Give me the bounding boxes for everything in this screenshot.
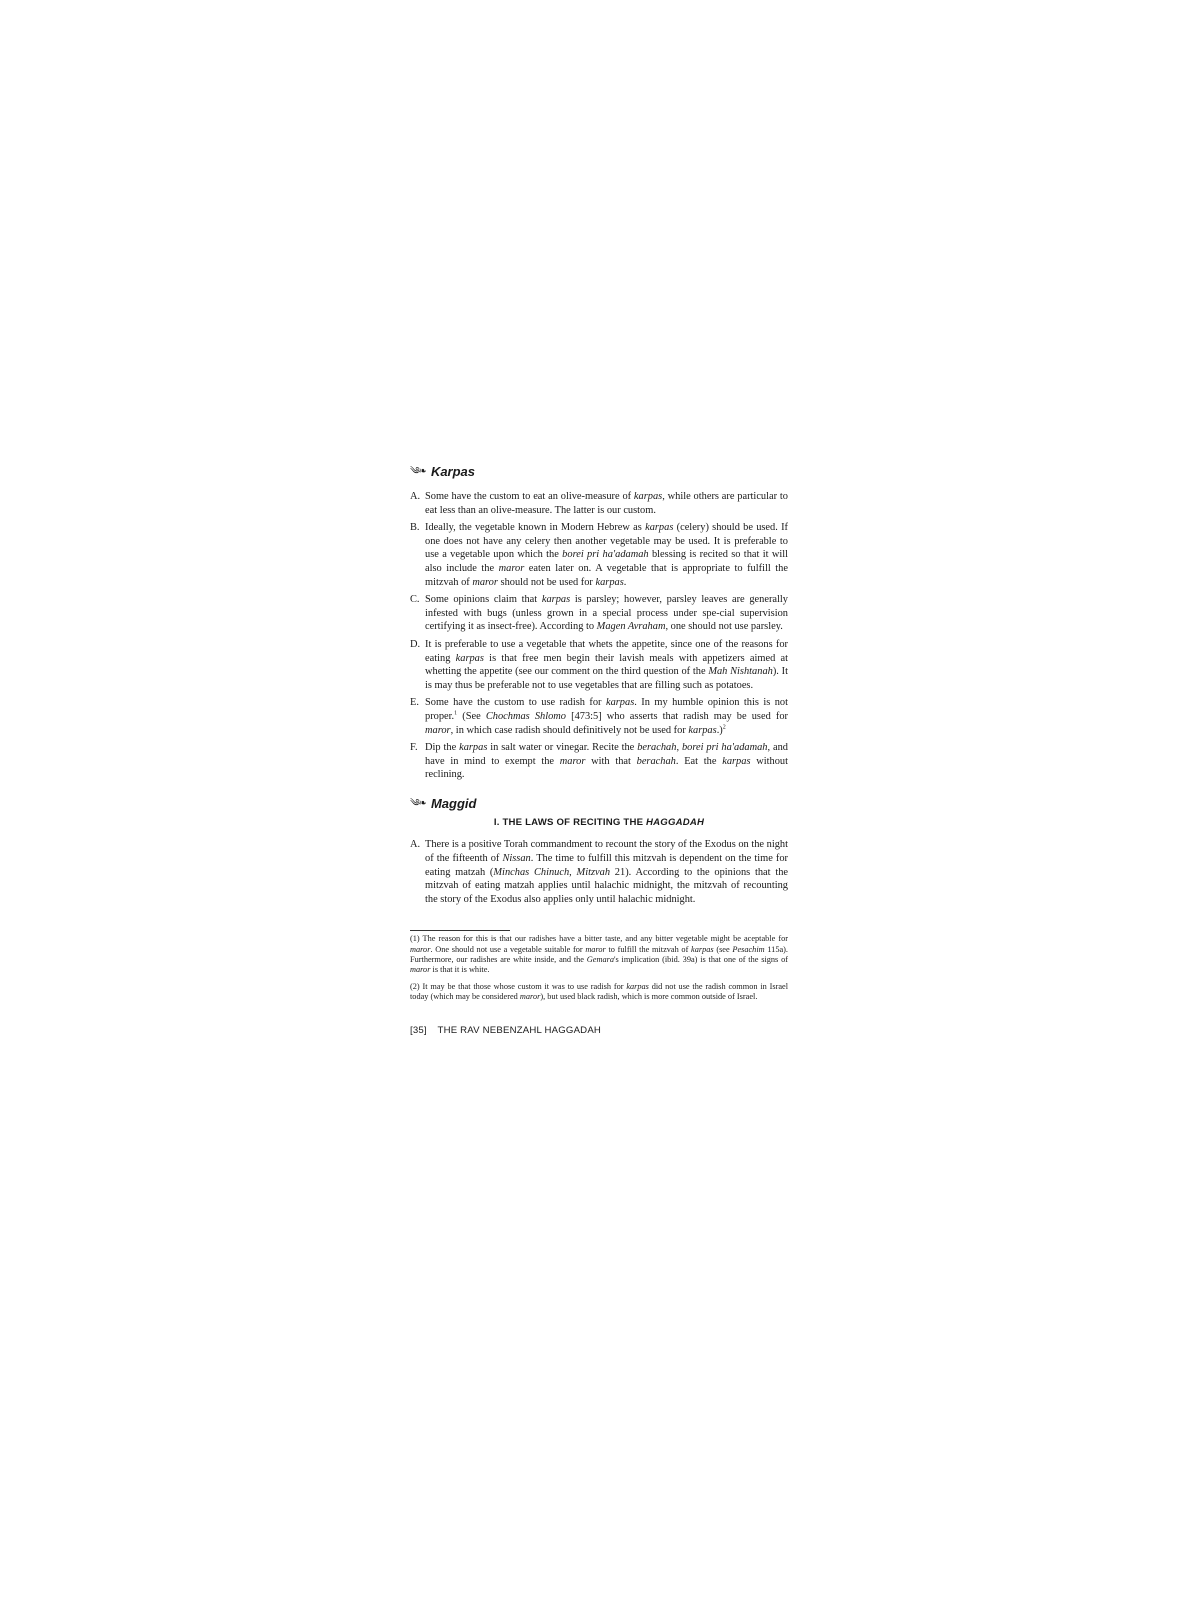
section-heading-karpas xyxy=(410,464,788,480)
footnote-1: (1) The reason for this is that our radishes have a bitter taste, and any bitter vegetable might be aceptable for maror. One should not use a vegetable suitable for maror to fulfill the mitzvah of karpas (see Pesachim 115a). Furthermore, our radishes are white inside, and the Gemara's implication (ibid. 39a) is that one of the signs of maror is that it is white. xyxy=(410,934,788,975)
footnote-divider xyxy=(410,930,510,931)
item-letter: F. xyxy=(410,742,418,754)
item-letter: C. xyxy=(410,594,420,606)
ornament-icon: ༄❧ xyxy=(410,797,426,809)
document-page xyxy=(410,464,788,1038)
item-letter: D. xyxy=(410,638,421,650)
subheading: I. THE LAWS OF RECITING THE HAGGADAH xyxy=(493,816,705,828)
item-text: There is a positive Torah commandment to recount the story of the Exodus on the night of the fifteenth of Nissan. The time to fulfill this mitzvah is dependent on the time for eating matzah (Minchas Chinuch, Mitzvah 21). According to the opinions that the mitzvah of eating matzah applies until halachic midnight, the mitzvah of recounting the story of the Exodus also applies only until halachic midnight. xyxy=(425,839,789,905)
item-text: Some have the custom to use radish for karpas. In my humble opinion this is not proper.$^1$ (See Chochmas Shlomo [473:5] who asserts that radish may be used for maror, in which case radish should definitively not be used for karpas.)$^2$ xyxy=(425,697,788,736)
book-title: THE RAV NEBENZAHL HAGGADAH xyxy=(437,1025,602,1037)
item-text: Ideally, the vegetable known in Modern Hebrew as karpas (celery) should be used. If one does not have any celery then another vegetable may be used. It is preferable to use a vegetable upon which the borei pri ha'adamah blessing is recited so that it will also include the maror eaten later on. A vegetable that is appropriate to fulfill the mitzvah of maror should not be used for karpas. xyxy=(425,522,789,588)
item-letter: E. xyxy=(410,697,419,709)
section-heading-maggid xyxy=(410,796,788,812)
item-letter: A. xyxy=(410,839,421,851)
item-text: Some opinions claim that karpas is parsley; however, parsley leaves are generally infested with bugs (unless grown in a special process under spe-cial supervision certifying it as insect-free). According to Magen Avraham, one should not use parsley. xyxy=(425,594,788,633)
item-letter: B. xyxy=(410,522,420,534)
karpas-item-b xyxy=(410,521,788,589)
maggid-item-a xyxy=(410,838,788,906)
page-footer xyxy=(410,1024,788,1038)
item-text: Some have the custom to eat an olive-measure of karpas, while others are particular to eat less than an olive-measure. The latter is our custom. xyxy=(425,491,788,516)
karpas-item-a xyxy=(410,490,788,517)
karpas-list xyxy=(410,490,788,782)
item-text: It is preferable to use a vegetable that whets the appetite, since one of the reasons for eating karpas is that free men begin their lavish meals with appetizers aimed at whetting the appetite (see our comment on the third question of the Mah Nishtanah). It is may thus be preferable not to use vegetables that are filling such as potatoes. xyxy=(425,638,788,691)
karpas-item-f xyxy=(410,741,788,782)
section-title: Maggid xyxy=(430,795,477,811)
karpas-item-d xyxy=(410,638,788,692)
karpas-item-c xyxy=(410,593,788,634)
section-title: Karpas xyxy=(430,464,476,479)
item-text: Dip the karpas in salt water or vinegar. Recite the berachah, borei pri ha'adamah, and have in mind to exempt the maror with that berachah. Eat the karpas without reclining. xyxy=(425,742,788,781)
karpas-item-e xyxy=(410,696,788,737)
page-number: [35] xyxy=(410,1025,427,1037)
footnote-2: (2) It may be that those whose custom it was to use radish for karpas did not use the radish common in Israel today (which may be considered maror), but used black radish, which is more common outside of Israel. xyxy=(410,981,789,1001)
item-letter: A. xyxy=(410,491,421,502)
ornament-icon: ༄❧ xyxy=(410,466,426,477)
